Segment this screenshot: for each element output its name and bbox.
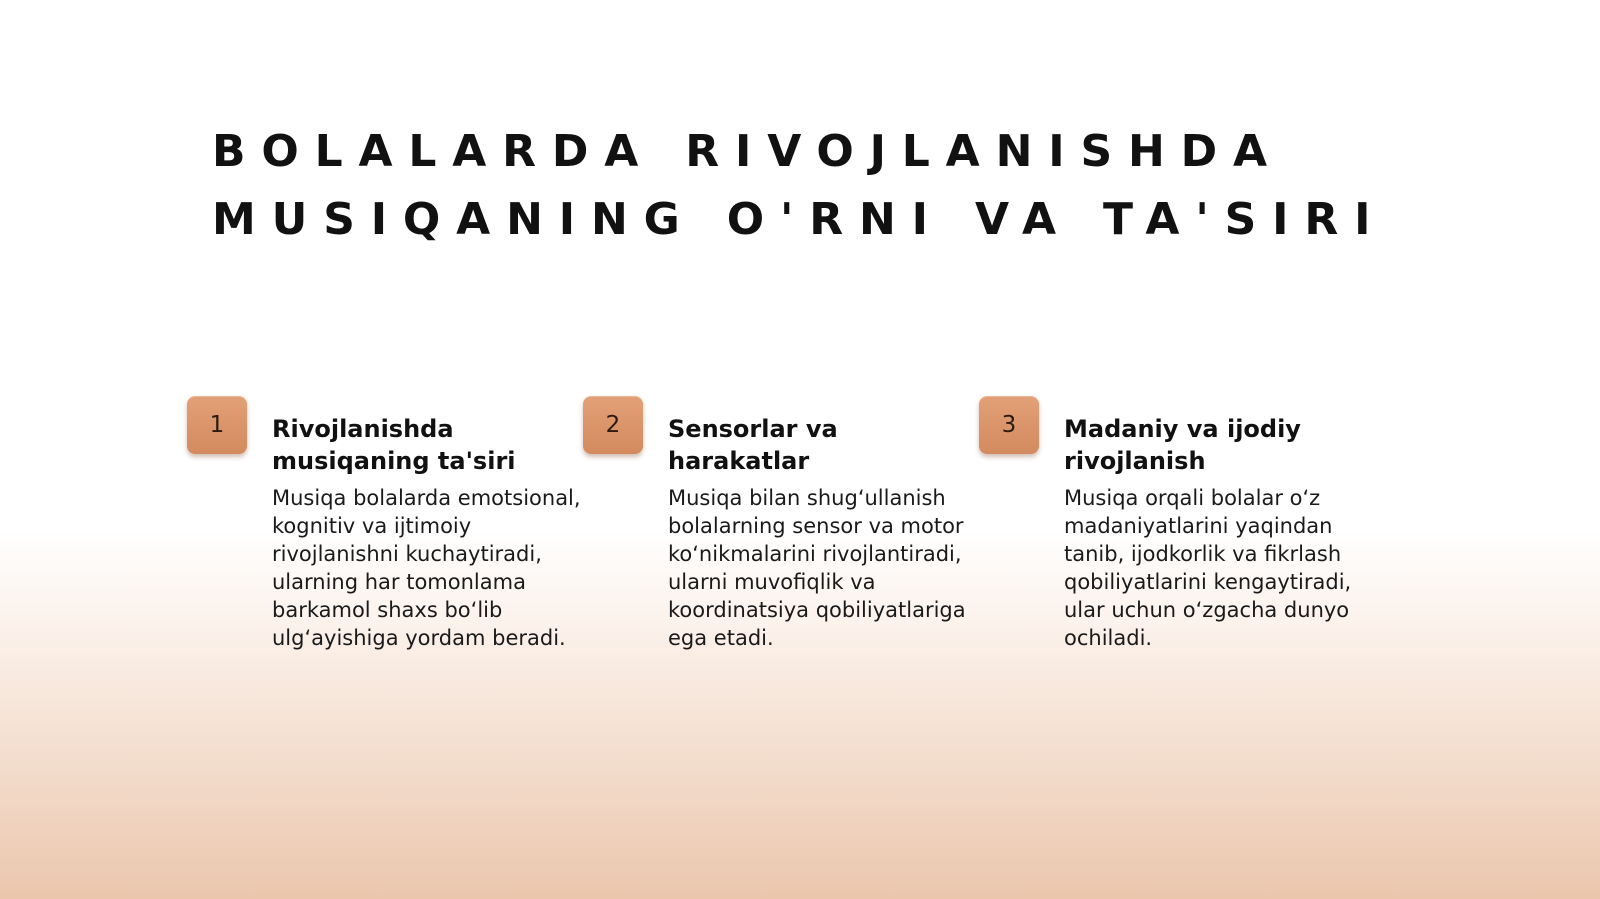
step-description — [668, 484, 998, 652]
slide-title — [212, 118, 1462, 254]
step-item-2 — [583, 396, 1003, 676]
step-description-line: barkamol shaxs bo‘lib — [272, 598, 503, 622]
step-title — [1064, 413, 1394, 477]
step-number-badge: 3 — [979, 396, 1039, 454]
step-description-line: Musiqa bilan shug‘ullanish — [668, 486, 946, 510]
step-description-line: Musiqa bolalarda emotsional, — [272, 486, 581, 510]
slide-title-line: MUSIQANING O'RNI VA TA'SIRI — [212, 194, 1387, 245]
slide-title-line: BOLALARDA RIVOJLANISHDA — [212, 126, 1283, 177]
step-title-line: rivojlanish — [1064, 447, 1206, 475]
step-title-line: musiqaning ta'siri — [272, 447, 516, 475]
step-description-line: ulg‘ayishiga yordam beradi. — [272, 626, 566, 650]
step-description — [272, 484, 602, 652]
step-item-1 — [187, 396, 607, 676]
step-description-line: koordinatsiya qobiliyatlariga — [668, 598, 966, 622]
step-description-line: madaniyatlarini yaqindan — [1064, 514, 1333, 538]
step-description-line: bolalarning sensor va motor — [668, 514, 964, 538]
step-description-line: rivojlanishni kuchaytiradi, — [272, 542, 542, 566]
step-title — [668, 413, 998, 477]
step-description-line: ular uchun o‘zgacha dunyo — [1064, 598, 1350, 622]
step-description — [1064, 484, 1394, 652]
step-description-line: Musiqa orqali bolalar o‘z — [1064, 486, 1321, 510]
step-title-line: Rivojlanishda — [272, 415, 454, 443]
step-description-line: kognitiv va ijtimoiy — [272, 514, 472, 538]
step-title-line: Sensorlar va — [668, 415, 838, 443]
step-title-line: Madaniy va ijodiy — [1064, 415, 1301, 443]
step-description-line: ega etadi. — [668, 626, 774, 650]
step-title-line: harakatlar — [668, 447, 810, 475]
step-item-3 — [979, 396, 1399, 676]
step-description-line: qobiliyatlarini kengaytiradi, — [1064, 570, 1352, 594]
step-number-badge: 2 — [583, 396, 643, 454]
step-title — [272, 413, 602, 477]
step-number-badge: 1 — [187, 396, 247, 454]
step-description-line: ularni muvofiqlik va — [668, 570, 876, 594]
step-description-line: tanib, ijodkorlik va fikrlash — [1064, 542, 1342, 566]
step-description-line: ochiladi. — [1064, 626, 1153, 650]
step-description-line: ko‘nikmalarini rivojlantiradi, — [668, 542, 962, 566]
step-description-line: ularning har tomonlama — [272, 570, 526, 594]
